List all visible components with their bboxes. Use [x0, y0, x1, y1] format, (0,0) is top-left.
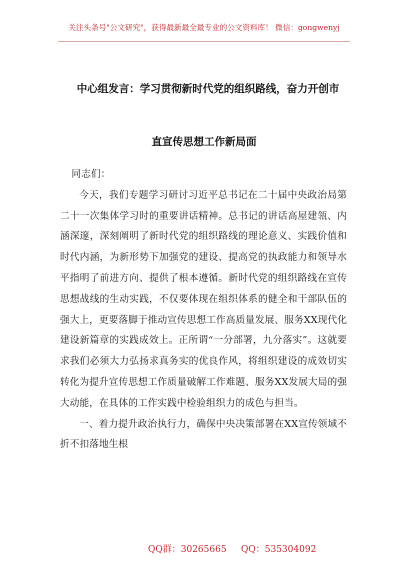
document-title-line2: 直宣传思想工作新局面: [151, 136, 257, 148]
document-title-line1: 中心组发言：学习贯彻新时代党的组织路线，奋力开创市: [76, 83, 340, 95]
header-divider: [58, 41, 350, 42]
document-body: [60, 165, 347, 456]
qq-number: QQ：535304092: [241, 545, 317, 555]
section-heading: 一、着力提升政治执行力，确保中央决策部署在XX宣传领域不折不扣落地生根: [60, 418, 347, 451]
header-notice: 关注头条号"公文研究"，获得最新最全最专业的公文资料库！ 微信：gongwenyj: [68, 23, 340, 32]
body-paragraph: 今天，我们专题学习研讨习近平总书记在二十届中央政治局第二十一次集体学习时的重要讲话精神。总书记的讲话高屋建瓴、内涵深邃，深刻阐明了新时代党的组织路线的理论意义、实践价值和时代内涵，为新形势下加强党的建设、提高党的执政能力和领导水平指明了前进方向、提供了根本遵循。新时代党的组织路线在宣传思想战线的生动实践，不仅要体现在组织体系的健全和干部队伍的强大上，更要落脚于推动宣传思想工作高质量发展、服务XX现代化建设新篇章的实践成效上。正所谓“一分部署，九分落实”。这就要求我们必须大力弘扬求真务实的优良作风，将组织建设的成效切实转化为提升宣传思想工作质量破解工作难题、服务XX发展大局的强大动能，在具体的工作实践中检验组织力的成色与担当。: [60, 189, 347, 409]
qq-group-number: QQ群：30265665: [148, 545, 227, 555]
salutation: 同志们：: [71, 169, 111, 180]
